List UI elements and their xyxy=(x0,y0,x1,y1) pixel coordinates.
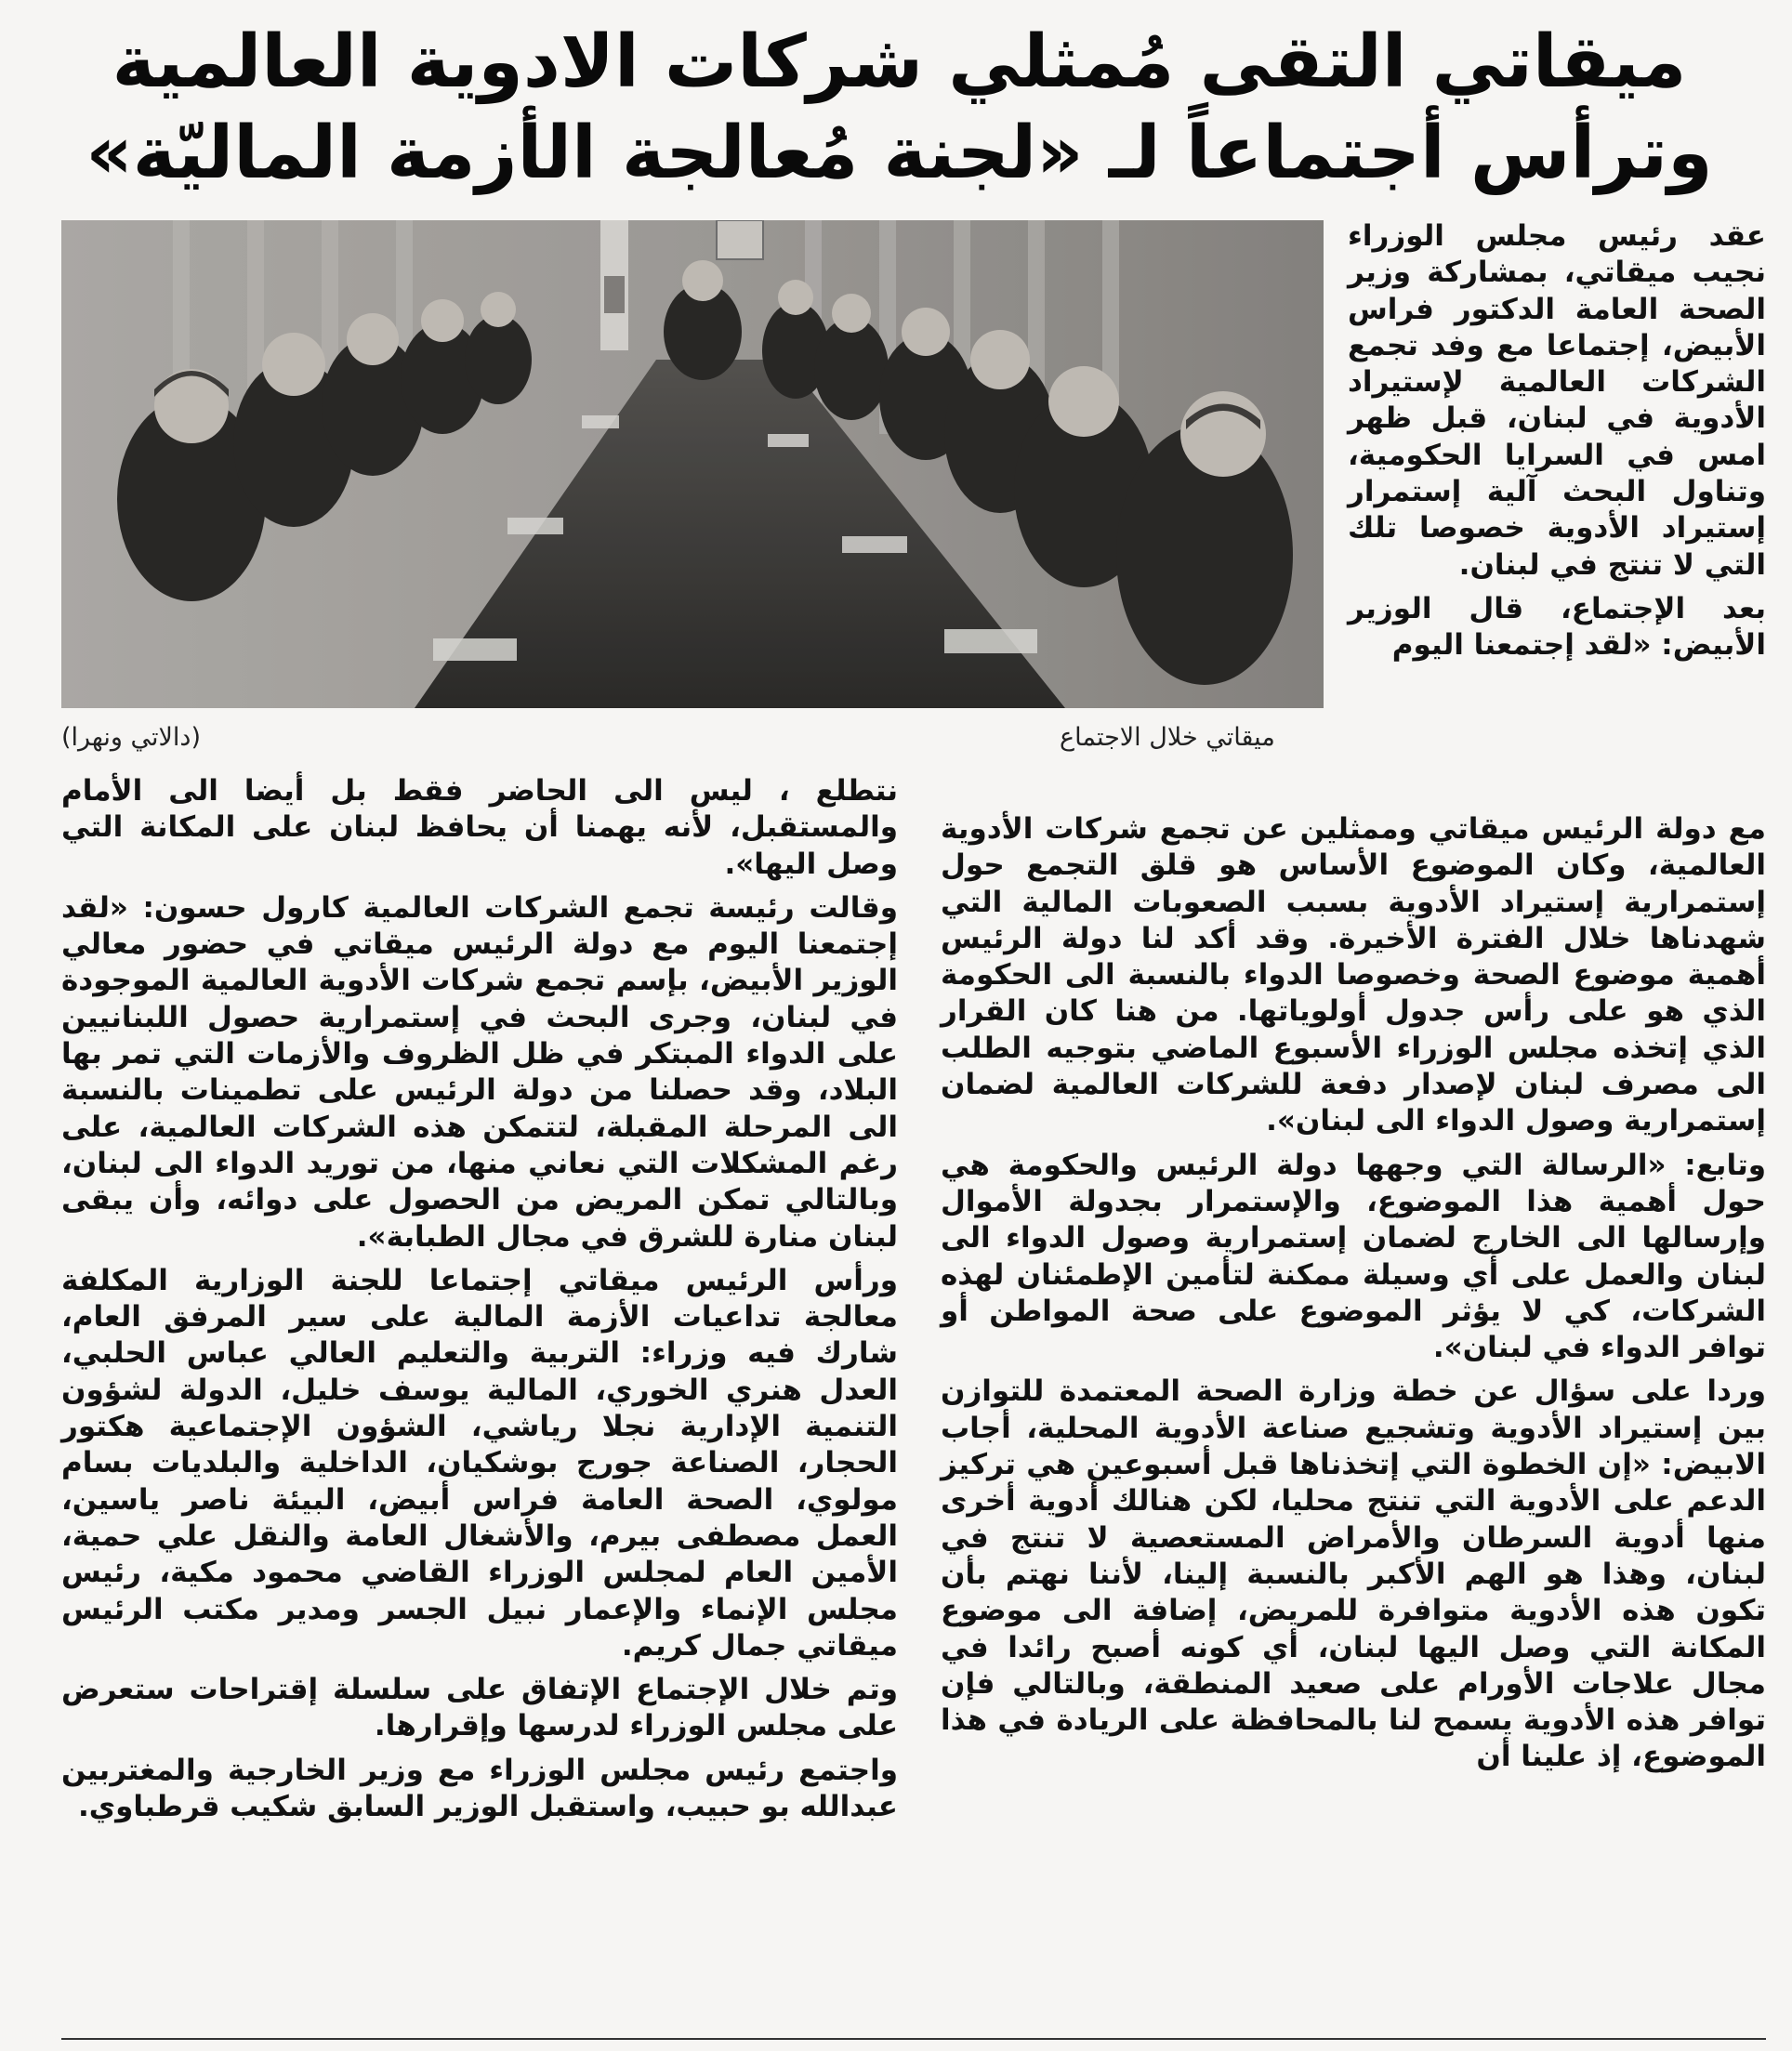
paragraph: وقالت رئيسة تجمع الشركات العالمية كارول حسون: «لقد إجتمعنا اليوم مع دولة الرئيس ميقاتي في حضور معالي الوزير الأبيض، بإسم تجمع شركات الأدوية العالمية الموجودة في لبنان، وجرى البحث في إستمرارية حصول اللبنانيين على الدواء المبتكر في ظل الظروف والأزمات التي تمر بها البلاد، وقد حصلنا من دولة الرئيس على تطمينات بالنسبة الى المرحلة المقبلة، لتتمكن هذه الشركات العالمية، على رغم المشكلات التي نعاني منها، من توريد الدواء الى لبنان، وبالتالي تمكن المريض من الحصول على دوائه، وأن يبقى لبنان منارة للشرق في مجال الطبابة». xyxy=(61,890,898,1254)
paragraph: عقد رئيس مجلس الوزراء نجيب ميقاتي، بمشاركة وزير الصحة العامة الدكتور فراس الأبيض، إجتماعا مع وفد تجمع الشركات العالمية لإستيراد الأدوية في لبنان، قبل ظهر امس في السرايا الحكومية، وتناول البحث آلية إستمرار إستيراد الأدوية خصوصا تلك التي لا تنتج في لبنان. xyxy=(1348,219,1766,582)
photo-caption: ميقاتي خلال الاجتماع xyxy=(1060,723,1275,752)
article-column-right-wide xyxy=(941,811,1766,1783)
meeting-photo xyxy=(61,220,1324,708)
paragraph: وتم خلال الإجتماع الإتفاق على سلسلة إقتراحات ستعرض على مجلس الوزراء لدرسها وإقرارها. xyxy=(61,1673,898,1743)
paragraph: نتطلع ، ليس الى الحاضر فقط بل أيضا الى الأمام والمستقبل، لأنه يهمنا أن يحافظ لبنان على المكانة التي وصل اليها». xyxy=(61,774,898,881)
paragraph: واجتمع رئيس مجلس الوزراء مع وزير الخارجية والمغتربين عبدالله بو حبيب، واستقبل الوزير السابق شكيب قرطباوي. xyxy=(61,1753,898,1824)
article-headline xyxy=(56,17,1743,199)
bottom-rule xyxy=(61,2038,1766,2040)
paragraph: بعد الإجتماع، قال الوزير الأبيض: «لقد إجتمعنا اليوم xyxy=(1348,591,1766,663)
article-column-right-top xyxy=(1348,218,1766,672)
paragraph: وردا على سؤال عن خطة وزارة الصحة المعتمدة للتوازن بين إستيراد الأدوية وتشجيع صناعة الأدوية المحلية، أجاب الابيض: «إن الخطوة التي إتخذناها قبل أسبوعين هي تركيز الدعم على الأدوية التي تنتج محليا، لكن هنالك أدوية أخرى منها أدوية السرطان والأمراض المستعصية لا تنتج في لبنان، وهذا هو الهم الأكبر بالنسبة إلينا، لأننا نهتم بأن تكون هذه الأدوية متوافرة للمريض، إضافة الى موضوع المكانة التي وصل اليها لبنان، أي كونه أصبح رائدا في مجال علاجات الأورام على صعيد المنطقة، وبالتالي فإن توافر هذه الأدوية يسمح لنا بالمحافظة على الريادة في هذا الموضوع، إذ علينا أن xyxy=(941,1374,1766,1774)
headline-line-1: ميقاتي التقى مُمثلي شركات الادوية العالمية xyxy=(112,20,1687,104)
paragraph: وتابع: «الرسالة التي وجهها دولة الرئيس والحكومة هي حول أهمية هذا الموضوع، والإستمرار بجدولة الأموال وإرسالها الى الخارج لضمان إستمرارية وصول الدواء الى لبنان والعمل على أي وسيلة ممكنة لتأمين الإطمئنان لهذه الشركات، كي لا يؤثر الموضوع على صحة المواطن أو توافر الدواء في لبنان». xyxy=(941,1148,1766,1365)
paragraph: ورأس الرئيس ميقاتي إجتماعا للجنة الوزارية المكلفة معالجة تداعيات الأزمة المالية على سير المرفق العام، شارك فيه وزراء: التربية والتعليم العالي عباس الحلبي، العدل هنري الخوري، المالية يوسف خليل، الدولة لشؤون التنمية الإدارية نجلا رياشي، الشؤون الإجتماعية هكتور الحجار، الصناعة جورج بوشكيان، الداخلية والبلديات بسام مولوي، الصحة العامة فراس أبيض، البيئة ناصر ياسين، العمل مصطفى بيرم، والأشغال العامة والنقل علي حمية، الأمين العام لمجلس الوزراء القاضي محمود مكية، رئيس مجلس الإنماء والإعمار نبيل الجسر ومدير مكتب الرئيس ميقاتي جمال كريم. xyxy=(61,1263,898,1663)
headline-line-2: وترأس أجتماعاً لـ «لجنة مُعالجة الأزمة الماليّة» xyxy=(86,112,1713,195)
article-column-left xyxy=(61,773,898,1833)
photo-credit: (دالاتي ونهرا) xyxy=(61,723,201,752)
meeting-photo-illustration xyxy=(61,220,1324,708)
paragraph: مع دولة الرئيس ميقاتي وممثلين عن تجمع شركات الأدوية العالمية، وكان الموضوع الأساس هو قلق التجمع حول إستمرارية إستيراد الأدوية بسبب الصعوبات المالية التي شهدناها خلال الفترة الأخيرة. وقد أكد لنا دولة الرئيس أهمية موضوع الصحة وخصوصا الدواء بالنسبة الى الحكومة الذي هو على رأس جدول أولوياتها. من هنا كان القرار الذي إتخذه مجلس الوزراء الأسبوع الماضي بتوجيه الطلب الى مصرف لبنان لإصدار دفعة للشركات العالمية لضمان إستمرارية وصول الدواء الى لبنان». xyxy=(941,812,1766,1138)
